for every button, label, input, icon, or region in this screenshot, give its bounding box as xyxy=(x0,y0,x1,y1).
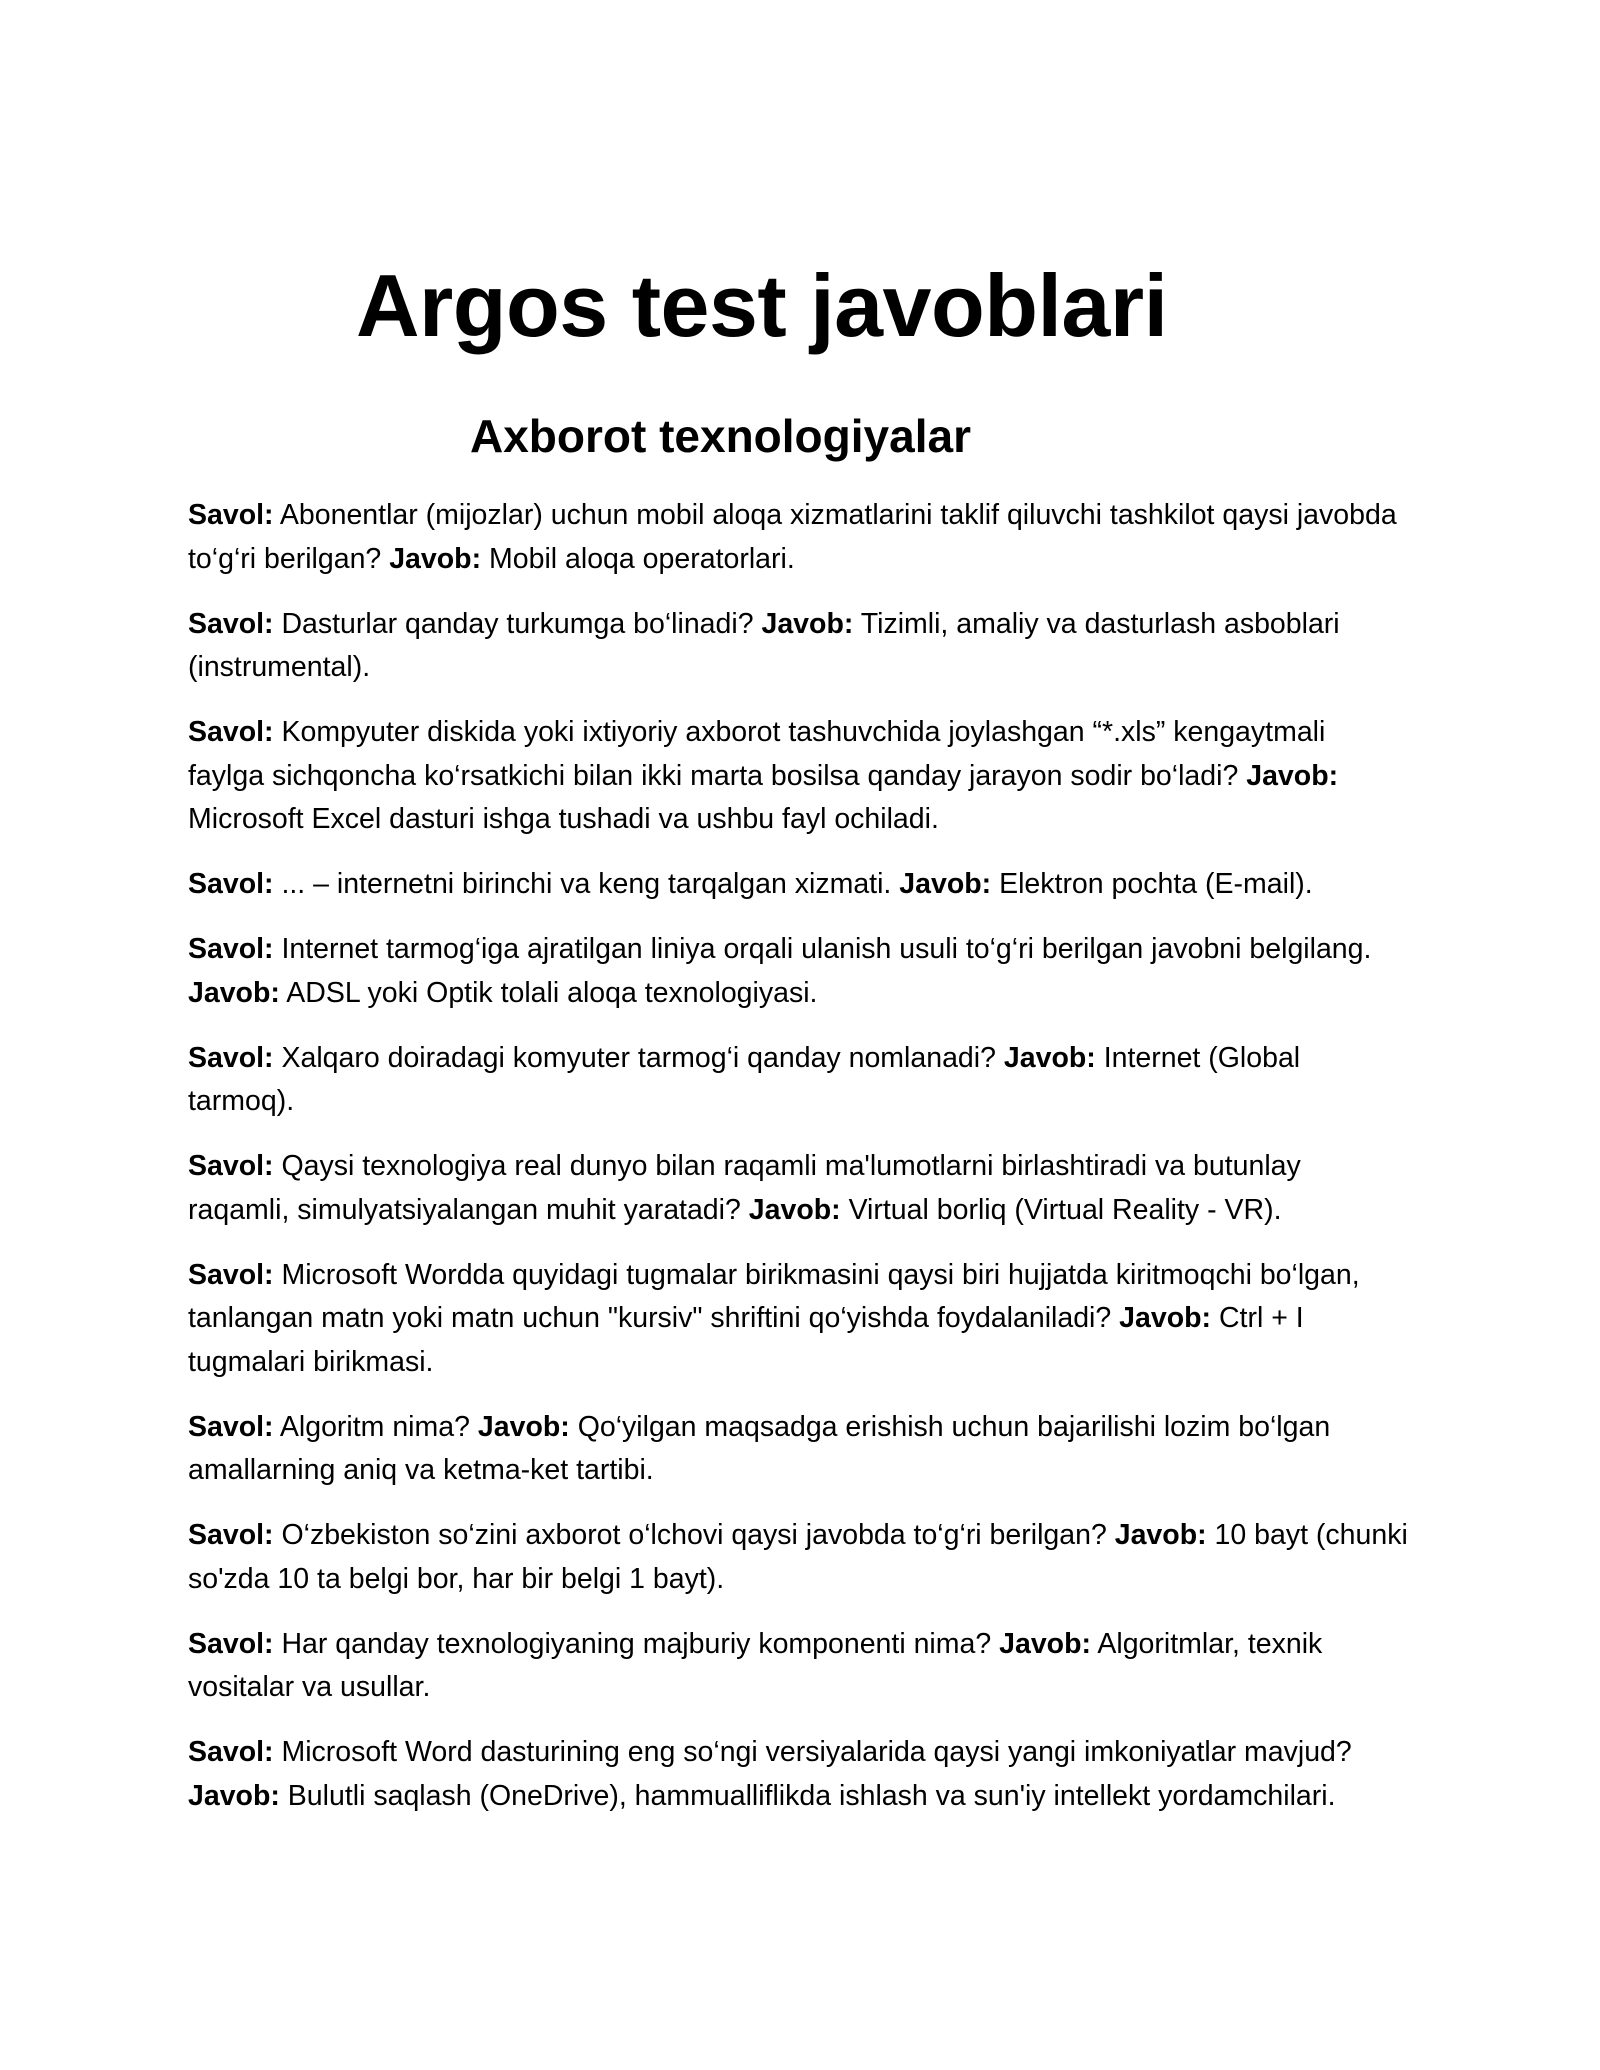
answer-text: ADSL yoki Optik tolali aloqa texnologiyasi. xyxy=(286,976,818,1009)
answer-label: Javob: xyxy=(1114,1519,1207,1551)
answer-label: Javob: xyxy=(477,1410,570,1443)
question-label: Savol: xyxy=(188,716,274,748)
answer-label: Javob: xyxy=(1246,759,1339,792)
answer-text: Mobil aloqa operatorlari. xyxy=(489,542,795,575)
qa-item xyxy=(188,1145,1408,1232)
question-label: Savol: xyxy=(188,1519,274,1551)
qa-item xyxy=(188,494,1408,581)
answer-text: 10 bayt (chunki so'zda 10 ta belgi bor, har bir belgi 1 bayt). xyxy=(188,1519,1408,1595)
qa-item xyxy=(188,1514,1408,1601)
answer-label: Javob: xyxy=(1003,1041,1096,1074)
question-text: Xalqaro doiradagi komyuter tarmog‘i qanday nomlanadi? xyxy=(281,1041,996,1074)
qa-item xyxy=(188,1037,1408,1124)
question-text: Microsoft Wordda quyidagi tugmalar birikmasini qaysi biri hujjatda kiritmoqchi bo‘lgan, tanlangan matn yoki matn uchun "kursiv" shriftini qo‘yishda foydalaniladi? xyxy=(188,1258,1360,1334)
answer-text: Internet (Global tarmoq). xyxy=(188,1041,1301,1117)
answer-label: Javob: xyxy=(999,1627,1091,1660)
question-label: Savol: xyxy=(188,1041,274,1074)
qa-item xyxy=(188,1254,1408,1385)
qa-item xyxy=(188,603,1408,690)
answer-text: Algoritmlar, texnik vositalar va usullar. xyxy=(188,1627,1323,1703)
answer-text: Microsoft Excel dasturi ishga tushadi va ushbu fayl ochiladi. xyxy=(188,803,939,835)
qa-item xyxy=(188,1731,1408,1818)
answer-label: Javob: xyxy=(188,976,280,1009)
question-text: Qaysi texnologiya real dunyo bilan raqamli ma'lumotlarni birlashtiradi va butunlay raqamli, simulyatsiyalangan muhit yaratadi? xyxy=(188,1150,1301,1226)
question-label: Savol: xyxy=(188,499,274,531)
answer-text: Elektron pochta (E-mail). xyxy=(999,868,1313,900)
question-answer-list xyxy=(188,494,1408,1840)
qa-item xyxy=(188,711,1408,842)
question-text: Internet tarmog‘iga ajratilgan liniya orqali ulanish usuli to‘g‘ri berilgan javobni belgilang. xyxy=(281,933,1372,965)
answer-label: Javob: xyxy=(1119,1302,1212,1334)
answer-label: Javob: xyxy=(761,607,854,640)
answer-text: Bulutli saqlash (OneDrive), hammualliflikda ishlash va sun'iy intellekt yordamchilari. xyxy=(287,1779,1336,1812)
answer-text: Qo‘yilgan maqsadga erishish uchun bajarilishi lozim bo‘lgan amallarning aniq va ketma-ket tartibi. xyxy=(188,1410,1331,1486)
qa-item xyxy=(188,928,1408,1015)
question-label: Savol: xyxy=(188,1258,274,1291)
question-label: Savol: xyxy=(188,1627,274,1660)
question-label: Savol: xyxy=(188,607,274,640)
section-heading: Axborot texnologiyalar xyxy=(470,410,971,462)
qa-item xyxy=(188,863,1408,907)
answer-label: Javob: xyxy=(899,868,992,900)
answer-label: Javob: xyxy=(748,1193,841,1226)
qa-item xyxy=(188,1623,1408,1710)
question-text: Abonentlar (mijozlar) uchun mobil aloqa xizmatlarini taklif qiluvchi tashkilot qaysi javobda to‘g‘ri berilgan? xyxy=(188,499,1397,575)
question-text: Har qanday texnologiyaning majburiy komponenti nima? xyxy=(281,1627,992,1660)
answer-text: Virtual borliq (Virtual Reality - VR). xyxy=(848,1193,1282,1226)
question-text: Algoritm nima? xyxy=(279,1410,470,1443)
question-text: O‘zbekiston so‘zini axborot o‘lchovi qaysi javobda to‘g‘ri berilgan? xyxy=(281,1519,1107,1551)
question-label: Savol: xyxy=(188,1150,274,1182)
question-label: Savol: xyxy=(188,1736,274,1768)
document-title: Argos test javoblari xyxy=(356,256,1168,355)
answer-text: Tizimli, amaliy va dasturlash asboblari (instrumental). xyxy=(188,607,1340,683)
question-text: Microsoft Word dasturining eng so‘ngi versiyalarida qaysi yangi imkoniyatlar mavjud? xyxy=(281,1736,1352,1768)
answer-text: Ctrl + I tugmalari birikmasi. xyxy=(188,1302,1304,1378)
answer-label: Javob: xyxy=(188,1779,280,1812)
question-text: ... – internetni birinchi va keng tarqalgan xizmati. xyxy=(281,868,892,900)
qa-item xyxy=(188,1406,1408,1493)
question-label: Savol: xyxy=(188,933,274,965)
question-text: Kompyuter diskida yoki ixtiyoriy axborot tashuvchida joylashgan “*.xls” kengaytmali faylga sichqoncha ko‘rsatkichi bilan ikki marta bosilsa qanday jarayon sodir bo‘ladi? xyxy=(188,716,1326,792)
answer-label: Javob: xyxy=(389,542,482,575)
question-label: Savol: xyxy=(188,1410,274,1443)
question-label: Savol: xyxy=(188,868,274,900)
question-text: Dasturlar qanday turkumga bo‘linadi? xyxy=(281,607,754,640)
